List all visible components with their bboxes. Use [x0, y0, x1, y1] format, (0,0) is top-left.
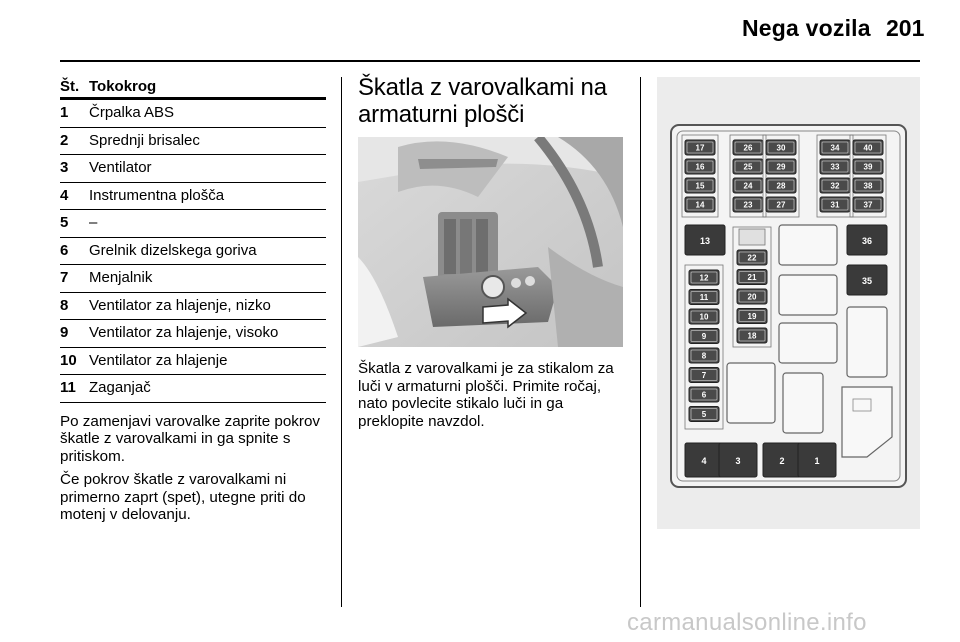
fuse-label: 30 — [776, 143, 786, 153]
fuse-number: 4 — [60, 186, 69, 204]
fuse-23 — [733, 197, 763, 212]
fuse-27 — [766, 197, 796, 212]
fuse-37 — [853, 197, 883, 212]
fuse-16 — [685, 159, 715, 174]
relay-slot — [783, 373, 823, 433]
fuse-28 — [766, 178, 796, 193]
fuse-label: 27 — [776, 200, 786, 210]
section-title: Škatla z varovalkami na armaturni plošči — [358, 74, 607, 128]
fuse-7 — [689, 368, 719, 383]
fuse-label: 20 — [747, 292, 757, 302]
header-circuit: Tokokrog — [89, 78, 157, 95]
table-row — [60, 183, 326, 211]
relay-slot — [779, 225, 837, 265]
fuse-label: 21 — [747, 273, 757, 282]
fuse-table-body — [60, 100, 326, 403]
fuse-label: 3 — [735, 456, 741, 466]
fuse-table-header — [60, 77, 326, 100]
fuse-number: 11 — [60, 379, 76, 396]
fuse-number: 8 — [60, 296, 69, 314]
fuse-31 — [820, 197, 850, 212]
column-divider-right — [640, 77, 641, 607]
fuse-circuit: Ventilator — [89, 159, 152, 176]
fuse-label: 9 — [701, 332, 707, 341]
fuse-1 — [798, 443, 836, 477]
fuse-label: 18 — [747, 331, 757, 341]
fuse-17 — [685, 140, 715, 155]
fuse-26 — [733, 140, 763, 155]
fuse-label: 25 — [743, 162, 753, 172]
column-divider-left — [341, 77, 342, 607]
table-row — [60, 100, 326, 128]
fuse-circuit: Ventilator za hlajenje, nizko — [89, 296, 271, 314]
fuse-label: 28 — [776, 181, 786, 191]
fuse-33 — [820, 159, 850, 174]
fuse-circuit: Ventilator za hlajenje, visoko — [89, 324, 279, 341]
fuse-circuit: Menjalnik — [89, 269, 153, 286]
fuse-9 — [689, 329, 719, 344]
fuse-12 — [689, 270, 719, 285]
fuse-15 — [685, 178, 715, 193]
fuse-label: 2 — [779, 456, 785, 466]
fuse-circuit: Instrumentna plošča — [89, 186, 225, 204]
table-row — [60, 210, 326, 238]
fuse-18 — [737, 328, 767, 343]
fuse-label: 10 — [699, 312, 709, 322]
fuse-6 — [689, 387, 719, 402]
fuse-label: 16 — [695, 162, 705, 172]
fuse-number: 3 — [60, 159, 69, 176]
relay-slot — [779, 323, 837, 363]
watermark: carmanualsonline.info — [627, 609, 867, 636]
middle-column — [358, 74, 628, 128]
fuse-10 — [689, 309, 719, 324]
fuse-14 — [685, 197, 715, 212]
fuse-label: 26 — [743, 143, 753, 153]
fuse-label: 8 — [701, 351, 707, 361]
fuse-number: 1 — [60, 104, 69, 121]
fuse-label: 35 — [861, 276, 873, 286]
fuse-label: 4 — [701, 456, 707, 466]
fuse-circuit: Črpalka ABS — [89, 104, 175, 121]
fuse-label: 39 — [863, 162, 873, 172]
fuse-24 — [733, 178, 763, 193]
relay-slot — [727, 363, 775, 423]
fuse-circuit: – — [89, 214, 98, 231]
fuse-label: 1 — [814, 456, 820, 466]
fuse-label: 23 — [743, 200, 753, 210]
relay-slot — [847, 307, 887, 377]
fuse-22 — [737, 250, 767, 265]
fuse-label: 22 — [747, 253, 757, 263]
left-column — [60, 77, 326, 524]
table-row — [60, 265, 326, 293]
fuse-label: 38 — [863, 181, 873, 191]
fuse-label: 11 — [699, 293, 709, 302]
fuse-13 — [685, 225, 725, 255]
fuse-20 — [737, 289, 767, 304]
fuse-number: 6 — [60, 241, 69, 259]
fuse-slot-empty — [739, 229, 765, 245]
paragraph-close-cover: Po zamenjavi varovalke zaprite pokrov škatle z varovalkami in ga spnite s pritiskom. — [60, 412, 320, 465]
fuse-32 — [820, 178, 850, 193]
fuse-circuit: Zaganjač — [89, 379, 151, 396]
fuse-25 — [733, 159, 763, 174]
fuse-label: 34 — [830, 143, 840, 153]
fuse-19 — [737, 309, 767, 324]
fuse-40 — [853, 140, 883, 155]
fuse-label: 19 — [747, 312, 757, 321]
fuse-label: 17 — [695, 143, 705, 153]
fuse-number: 5 — [60, 214, 69, 231]
fuse-30 — [766, 140, 796, 155]
fuse-36 — [847, 225, 887, 255]
fuse-label: 5 — [701, 410, 707, 419]
fuse-21 — [737, 270, 767, 285]
fuse-circuit: Ventilator za hlajenje — [89, 351, 228, 369]
fuse-35 — [847, 265, 887, 295]
table-row — [60, 155, 326, 183]
page-number: 201 — [886, 15, 925, 41]
fuse-4 — [685, 443, 723, 477]
fuse-label: 33 — [830, 162, 840, 172]
fuse-label: 13 — [699, 236, 711, 246]
fuse-39 — [853, 159, 883, 174]
fuse-label: 32 — [830, 181, 840, 191]
fuse-label: 6 — [701, 390, 707, 400]
fuse-label: 36 — [861, 236, 873, 246]
fuse-2 — [763, 443, 801, 477]
header-rule — [60, 60, 920, 62]
table-row — [60, 293, 326, 321]
table-row — [60, 238, 326, 266]
fuse-label: 24 — [743, 181, 753, 191]
fuse-label: 12 — [699, 273, 709, 283]
table-row — [60, 348, 326, 376]
fuse-box-diagram — [657, 77, 920, 529]
fuse-38 — [853, 178, 883, 193]
fuse-box-svg — [657, 77, 920, 529]
fuse-29 — [766, 159, 796, 174]
table-row — [60, 128, 326, 156]
fuse-label: 40 — [863, 143, 873, 153]
fuse-circuit: Grelnik dizelskega goriva — [89, 241, 257, 259]
table-row — [60, 320, 326, 348]
fuse-5 — [689, 407, 719, 422]
fuse-11 — [689, 290, 719, 305]
relay-slot — [779, 275, 837, 315]
fuse-label: 31 — [830, 200, 840, 210]
fuse-3 — [719, 443, 757, 477]
header-number: Št. — [60, 78, 80, 95]
running-header-title: Nega vozila — [742, 15, 871, 41]
fuse-8 — [689, 348, 719, 363]
fuse-number: 9 — [60, 324, 69, 341]
fuse-label: 37 — [863, 200, 873, 210]
instrument-panel-photo — [358, 137, 623, 347]
paragraph-warning: Če pokrov škatle z varovalkami ni primerno zaprt (spet), utegne priti do motenj v delovanju. — [60, 471, 306, 523]
fuse-34 — [820, 140, 850, 155]
fuse-label: 15 — [695, 181, 705, 191]
fuse-label: 29 — [776, 162, 786, 172]
fuse-label: 14 — [695, 200, 705, 210]
fuse-number: 7 — [60, 269, 69, 286]
fuse-number: 2 — [60, 131, 69, 149]
section-caption: Škatla z varovalkami je za stikalom za luči v armaturni plošči. Primite ročaj, nato povlecite stikalo luči in ga preklopite navzdol. — [358, 360, 614, 430]
fuse-circuit: Sprednji brisalec — [89, 131, 200, 149]
fuse-number: 10 — [60, 351, 77, 369]
fuse-label: 7 — [701, 371, 707, 380]
table-row — [60, 375, 326, 403]
